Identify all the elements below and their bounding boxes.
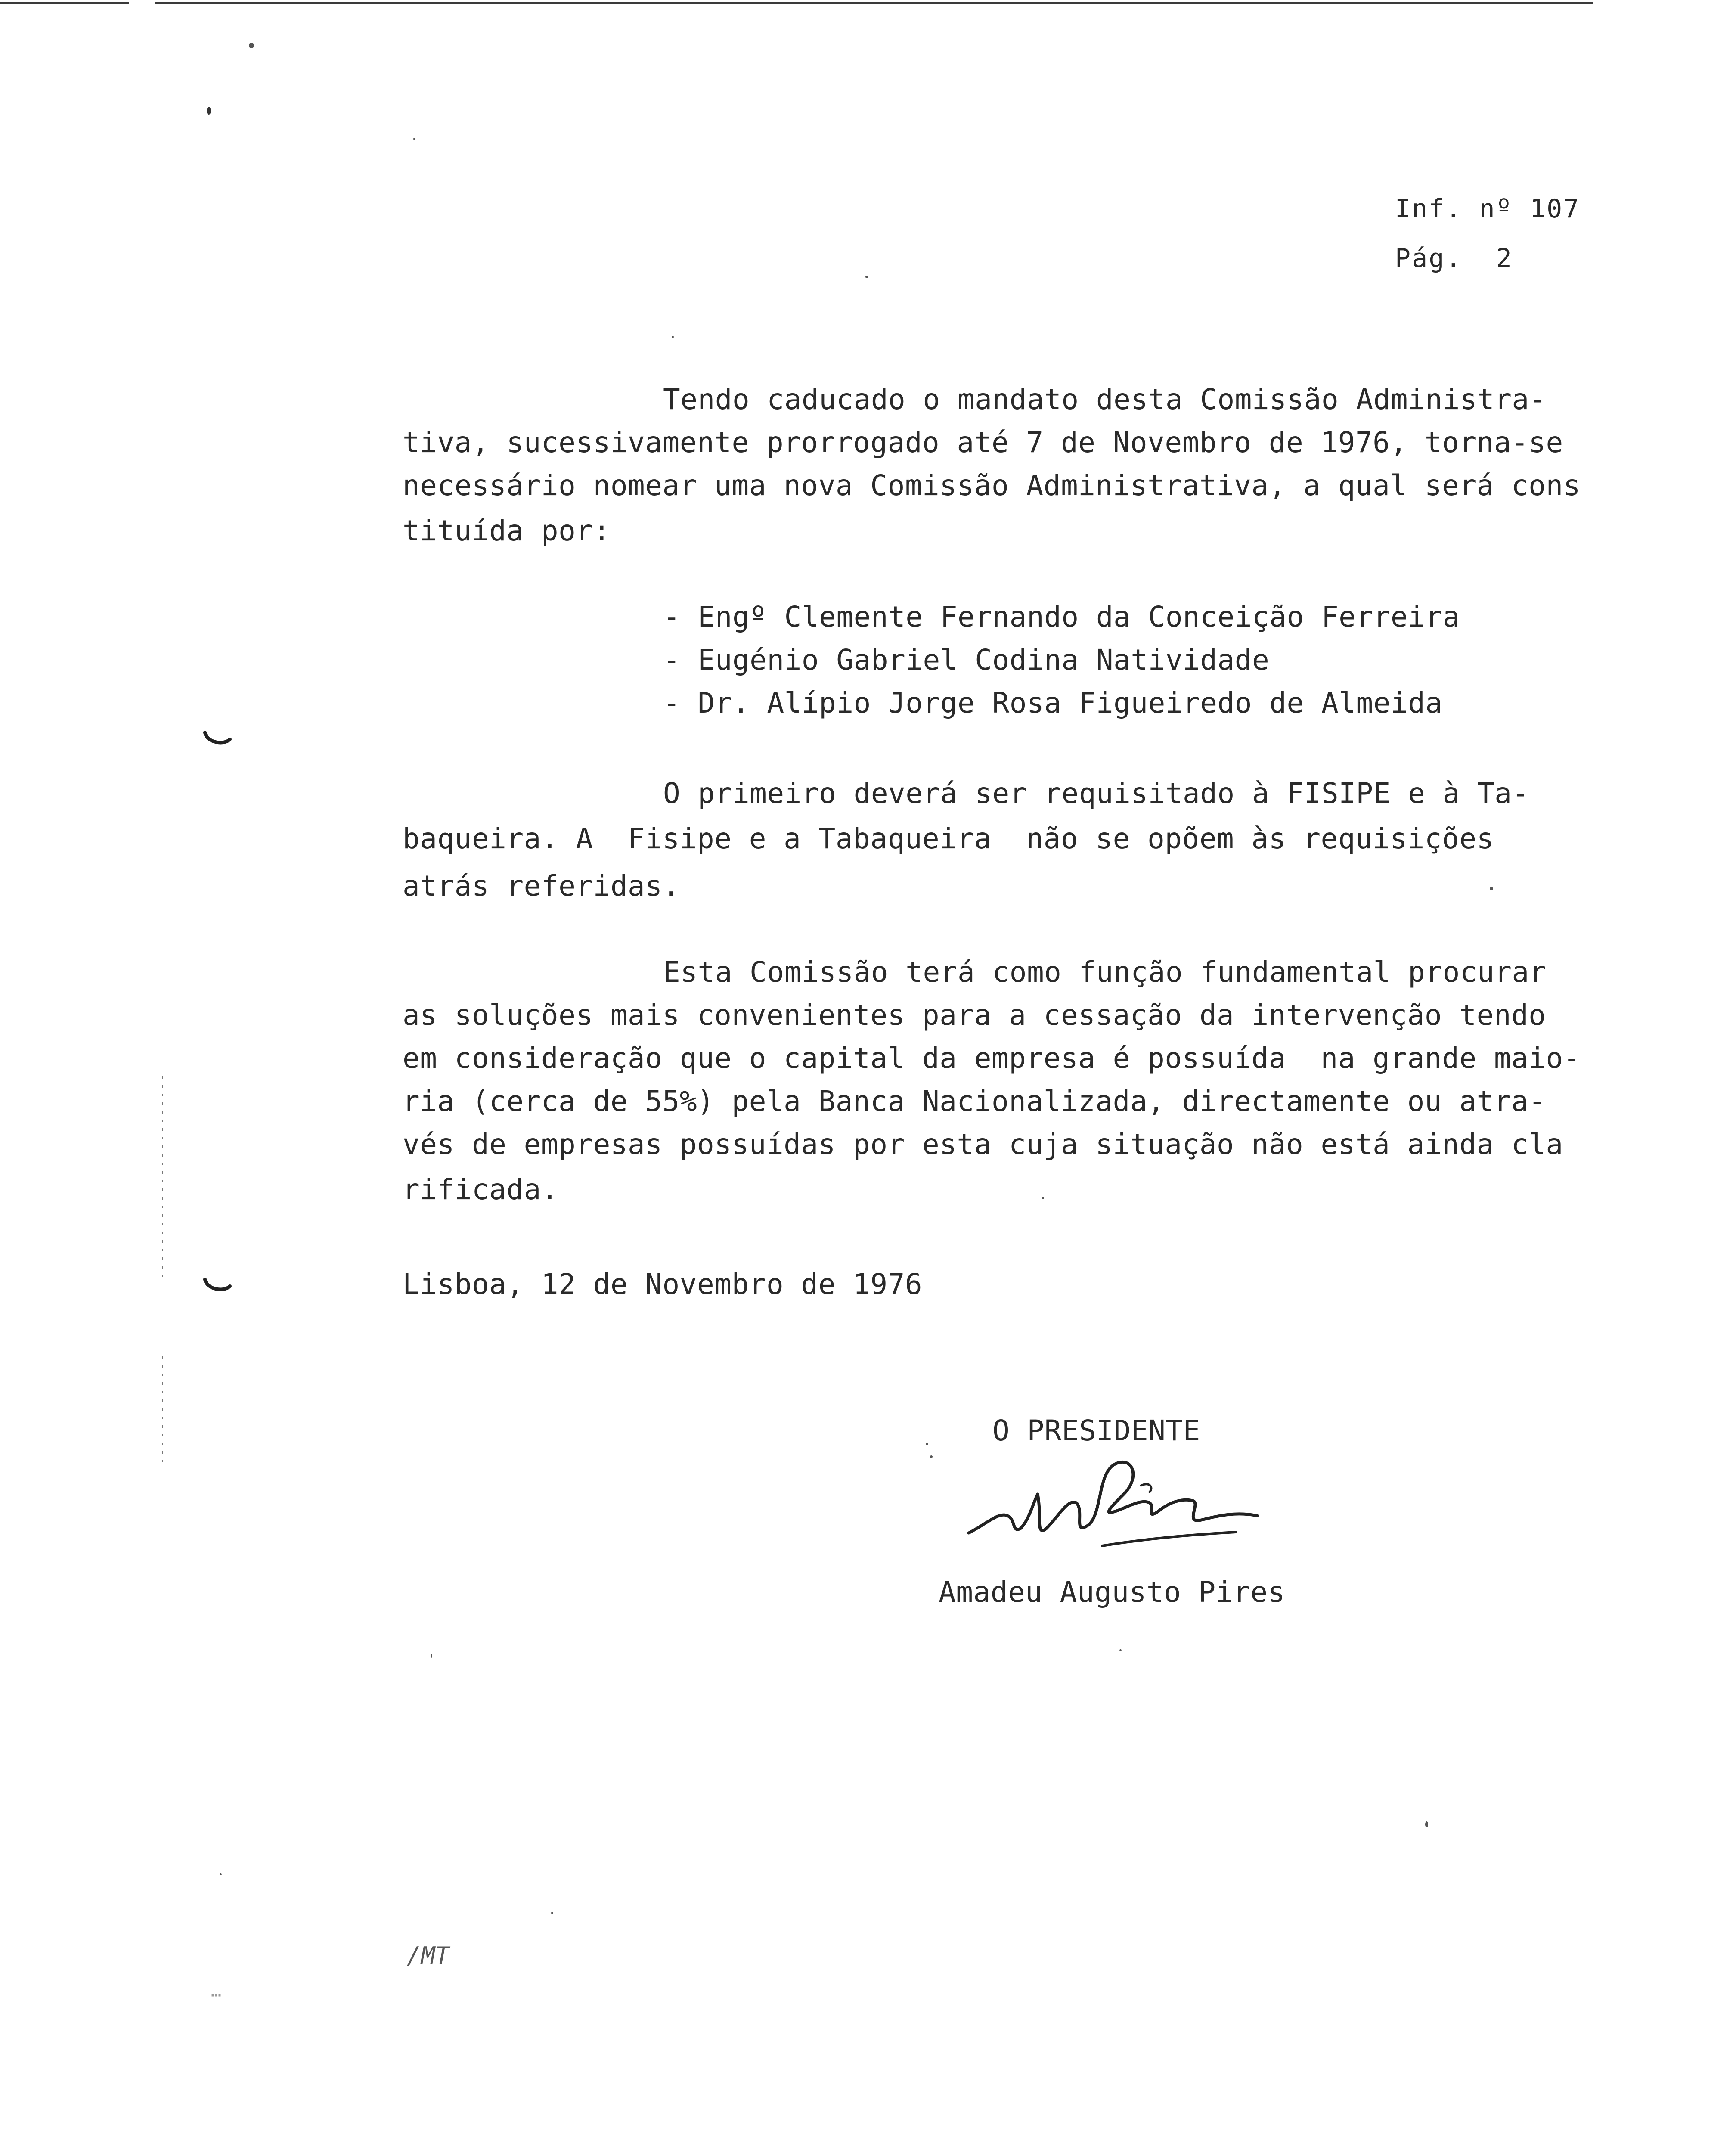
member-2: - Eugénio Gabriel Codina Natividade (663, 643, 1270, 676)
binder-hole-mark-lower (202, 1277, 232, 1294)
scan-speck (926, 1443, 928, 1445)
top-edge-rule (155, 2, 1593, 4)
para3-line-6: rificada. (403, 1173, 559, 1206)
scan-speck (431, 1654, 432, 1658)
member-1: - Engº Clemente Fernando da Conceição Ferreira (663, 600, 1460, 633)
para3-line-5: vés de empresas possuídas por esta cuja situação não está ainda cla (403, 1128, 1563, 1161)
scan-speck (672, 336, 674, 338)
para1-line-4: tituída por: (403, 514, 611, 547)
scan-speck (1425, 1821, 1428, 1827)
binder-hole-mark-upper (202, 730, 232, 747)
para3-line-3: em consideração que o capital da empresa é possuída na grande maio- (403, 1042, 1581, 1075)
para1-line-2: tiva, sucessivamente prorrogado até 7 de Novembro de 1976, torna-se (403, 426, 1563, 459)
info-number: Inf. nº 107 (1395, 194, 1581, 224)
para1-line-1: Tendo caducado o mandato desta Comissão Administra- (663, 383, 1547, 416)
margin-scan-artifact-lower (162, 1356, 163, 1468)
handwritten-signature (960, 1447, 1270, 1576)
scan-speck (930, 1455, 933, 1458)
scan-speck (413, 138, 415, 140)
signatory-name: Amadeu Augusto Pires (939, 1576, 1285, 1609)
faint-stamp-mark: ⋯ (211, 1985, 222, 2005)
scan-speck (551, 1912, 553, 1914)
place-date: Lisboa, 12 de Novembro de 1976 (403, 1268, 923, 1301)
page-number: Pág. 2 (1395, 243, 1513, 273)
para2-line-2: baqueira. A Fisipe e a Tabaqueira não se opõem às requisições (403, 822, 1494, 855)
scan-speck (249, 43, 254, 48)
top-edge-rule-left (0, 2, 129, 4)
member-3: - Dr. Alípio Jorge Rosa Figueiredo de Almeida (663, 686, 1443, 720)
scan-speck (1490, 887, 1493, 890)
scan-speck (207, 107, 211, 115)
scan-speck (220, 1873, 222, 1875)
para3-line-2: as soluções mais convenientes para a cessação da intervenção tendo (403, 999, 1546, 1032)
margin-scan-artifact (162, 1076, 163, 1283)
para1-line-3: necessário nomear uma nova Comissão Administrativa, a qual será cons (403, 469, 1581, 502)
typist-initials: /MT (407, 1942, 450, 1969)
scan-speck (1042, 1197, 1044, 1199)
scan-speck (865, 276, 868, 278)
scan-speck (1119, 1649, 1122, 1651)
para2-line-1: O primeiro deverá ser requisitado à FISIPE e à Ta- (663, 777, 1529, 810)
para3-line-1: Esta Comissão terá como função fundamental procurar (663, 956, 1547, 989)
para2-line-3: atrás referidas. (403, 869, 680, 903)
para3-line-4: ria (cerca de 55%) pela Banca Nacionalizada, directamente ou atra- (403, 1085, 1546, 1118)
signatory-title: O PRESIDENTE (992, 1414, 1200, 1447)
